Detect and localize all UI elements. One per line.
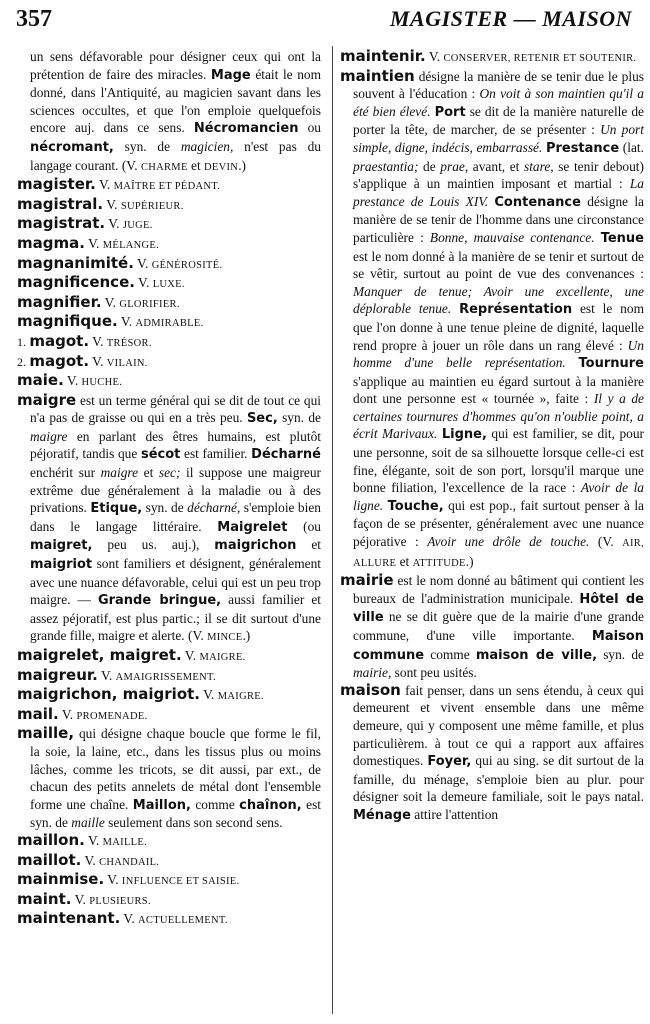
term: Foyer, xyxy=(427,754,472,770)
headword: magot. xyxy=(29,351,90,370)
entry-magistrat xyxy=(17,215,321,235)
term-italic: maigre xyxy=(30,428,68,444)
term: Etique, xyxy=(90,501,143,517)
see-marker: V. xyxy=(92,353,104,369)
example: Manquer de tenue; Avoir une excellente, une déplorable tenue. xyxy=(353,283,644,317)
headword: maison xyxy=(340,680,401,699)
entry-maillon xyxy=(17,832,321,852)
text: ou xyxy=(298,120,321,136)
cross-ref: MAÎTRE ET PÉDANT. xyxy=(113,181,221,193)
headword: maint. xyxy=(17,889,72,908)
example: Il y a de certaines tournures d'hommes qu'on n'oublie point, a écrit Marivaux. xyxy=(353,391,644,442)
cross-ref: CONSERVER, RETENIR ET SOUTENIR. xyxy=(443,53,637,64)
entry-continuation xyxy=(17,48,321,176)
text: .) xyxy=(465,553,474,569)
headword: mainmise. xyxy=(17,870,105,889)
text: (lat. xyxy=(619,139,644,155)
entry-maille xyxy=(17,725,321,832)
cross-ref: CHARME xyxy=(140,161,188,173)
text: désigne la manière de se tenir due le plus souvent à l'éducation : xyxy=(353,68,644,102)
term-italic: maille xyxy=(71,815,105,831)
text: syn. de xyxy=(142,500,188,516)
headword: maintien xyxy=(340,66,415,85)
headword: magot. xyxy=(29,331,90,350)
see-marker: V. xyxy=(184,648,197,663)
cross-ref: MÉLANGE. xyxy=(102,239,160,251)
term: Maigrelet xyxy=(217,519,288,535)
entry-maintenir xyxy=(340,48,644,68)
term: Port xyxy=(434,104,466,120)
cross-ref: DEVIN xyxy=(204,161,239,173)
text: .) xyxy=(242,628,251,644)
headword: magnificence. xyxy=(17,273,135,292)
see-marker: V. xyxy=(87,832,100,848)
text: il suppose une maigreur extrême due généralement à la maladie ou à des privations. xyxy=(30,465,322,516)
headword: magnifier. xyxy=(17,292,102,311)
text: et xyxy=(296,537,321,553)
entry-maigreur xyxy=(17,667,321,687)
example: Un port simple, digne, indécis, embarrassé. xyxy=(353,122,644,155)
term-italic: magicien, xyxy=(180,138,234,154)
example: Un homme d'une belle représentation. xyxy=(353,337,644,371)
cross-ref: MAILLE. xyxy=(102,836,148,848)
entry-magma xyxy=(17,235,321,255)
text: fait penser, dans un sens étendu, à ceux qui demeurent et vivent ensemble dans une même demeure, qui y composent une même famille, et plus particulièrem. à tout ce qui a rapport aux affaires domestiques. xyxy=(353,682,644,769)
term: Touche, xyxy=(387,498,444,514)
entry-mairie xyxy=(340,572,644,682)
text: est syn. de xyxy=(30,796,321,831)
text: syn. de xyxy=(113,138,181,154)
entry-magister xyxy=(17,176,321,196)
text: sont peu usités. xyxy=(391,665,477,681)
text: et xyxy=(138,465,159,481)
text: est un terme général qui se dit de tout ce qui n'a pas de graisse ou qui en a très peu. xyxy=(30,392,321,426)
see-marker: V. xyxy=(98,177,111,193)
text: enchérit sur xyxy=(30,465,101,481)
cross-ref: PLUSIEURS. xyxy=(89,895,151,907)
example: Avoir une drôle de touche. xyxy=(427,534,590,550)
text: qui est pop., fait surtout penser à la façon de se présenter, généralement avec une nuance péjorative : xyxy=(353,497,644,550)
headword: magistral. xyxy=(17,194,104,213)
text: aussi familier et assez péjoratif, est plus partic.; il se dit surtout d'une grande fille, maigre et alerte. (V. xyxy=(30,592,321,644)
term: maison de ville, xyxy=(475,647,598,663)
text: qui désigne chaque boucle que forme le fil, la soie, la laine, etc., dans les tissus plus ou moins lâches, comme les tricots, se dit aussi, par ext., de chacun des petits annelets de métal dont l'ensemble forme une chaîne. xyxy=(30,726,321,812)
term: Décharné xyxy=(251,447,321,463)
headword: maillot. xyxy=(17,850,82,869)
text: désigne la manière de se tenir de l'homme dans une circonstance particulière : xyxy=(353,193,644,245)
text: .) xyxy=(238,157,247,173)
text: est le nom que l'on donne à une tenue pleine de dignité, laquelle rend propre à jouer un rôle dans un rang élevé : xyxy=(353,301,644,353)
term: maigriot xyxy=(30,557,93,573)
cross-ref: HUCHE. xyxy=(81,377,123,389)
text: est le nom donné à la manière de se tenir et surtout de se vêtir, surtout au point de vue des convenances : xyxy=(353,248,644,282)
term: Prestance xyxy=(545,140,620,156)
term: Représentation xyxy=(459,302,573,318)
cross-ref: INFLUENCE ET SAISIE. xyxy=(121,876,240,888)
term: Tournure xyxy=(578,356,644,372)
entry-magot-1 xyxy=(17,333,321,353)
entry-maigre xyxy=(17,392,321,647)
left-column xyxy=(17,48,321,930)
cross-ref: PROMENADE. xyxy=(76,710,148,722)
see-marker: V. xyxy=(92,333,104,349)
term: Contenance xyxy=(494,194,581,210)
cross-ref: ATTITUDE xyxy=(412,557,466,569)
see-marker: V. xyxy=(120,314,133,330)
term: maigret, xyxy=(30,538,93,554)
text: seulement dans son second sens. xyxy=(104,815,283,831)
see-marker: V. xyxy=(203,687,215,703)
see-marker: V. xyxy=(84,852,96,868)
cross-ref: CHANDAIL. xyxy=(99,856,160,868)
term: Maison commune xyxy=(353,629,644,663)
cross-ref: SUPÉRIEUR. xyxy=(120,200,184,212)
sense-number: 2. xyxy=(17,354,26,369)
term-italic: mairie, xyxy=(353,665,392,681)
headword: maintenir. xyxy=(340,47,426,65)
see-marker: V. xyxy=(138,275,150,291)
cross-ref: AIR, ALLURE xyxy=(353,538,645,569)
see-marker: V. xyxy=(107,872,119,888)
entry-mail xyxy=(17,706,321,726)
text: syn. de xyxy=(277,410,321,426)
text: sont familiers et désignent, généralement avec une nuance défavorable, celui qui est un peu trop maigre. — xyxy=(30,556,321,608)
entry-mainmise xyxy=(17,871,321,891)
entry-maison xyxy=(340,682,644,825)
text: ne se dit guère que de la mairie d'une grande commune, d'une ville importante. xyxy=(353,609,644,643)
text: et xyxy=(187,157,205,173)
see-marker: V. xyxy=(106,196,118,212)
term: Tenue xyxy=(600,230,644,246)
entry-magistral xyxy=(17,196,321,216)
text: qui est familier, se dit, pour une personne, soit de sa silhouette lorsque celle-ci est fine, élégante, soit de son port, lorsqu'il marque une bonne filiation, l'excellence de la race : xyxy=(353,426,644,496)
page-header xyxy=(16,6,632,40)
see-marker: V. xyxy=(61,706,74,722)
right-column xyxy=(340,48,644,825)
term: Grande bringue, xyxy=(97,593,222,609)
term-italic: décharné, xyxy=(187,500,241,516)
text: (ou xyxy=(287,518,322,534)
entry-magnifique xyxy=(17,313,321,333)
term: Maillon, xyxy=(132,797,191,813)
term: Ligne, xyxy=(441,427,487,443)
page-number: 357 xyxy=(16,6,52,32)
cross-ref: TRÉSOR. xyxy=(106,337,152,349)
see-marker: V. xyxy=(123,911,135,927)
term: nécromant, xyxy=(30,139,114,155)
text: comme xyxy=(190,796,240,812)
running-head: MAGISTER — MAISON xyxy=(389,6,632,31)
entry-maintien xyxy=(340,68,644,573)
cross-ref: GÉNÉROSITÉ. xyxy=(151,259,223,271)
headword: maillon. xyxy=(17,830,85,849)
sense-number: 1. xyxy=(17,334,26,349)
term: Ménage xyxy=(353,807,411,823)
entry-magot-2 xyxy=(17,353,321,373)
headword: magister. xyxy=(17,175,96,194)
headword: maigreur. xyxy=(17,665,98,684)
column-divider xyxy=(332,46,333,1014)
cross-ref: VILAIN. xyxy=(106,357,148,369)
text: n'est pas du langage courant. (V. xyxy=(30,138,321,173)
entry-magnanimite xyxy=(17,255,321,275)
text: syn. de xyxy=(597,646,644,662)
headword: mail. xyxy=(17,704,59,723)
etymon: prae, xyxy=(440,158,469,174)
cross-ref: JUGE. xyxy=(122,220,153,232)
entry-maintenant xyxy=(17,910,321,930)
term: chaînon, xyxy=(239,797,302,813)
text xyxy=(566,355,579,370)
entry-magnificence xyxy=(17,274,321,294)
cross-ref: GLORIFIER. xyxy=(119,298,180,310)
see-marker: V. xyxy=(66,373,79,389)
text: en parlant des êtres humains, est plutôt péjoratif, tandis que xyxy=(30,428,321,462)
cross-ref: LUXE. xyxy=(152,279,185,291)
entry-maie xyxy=(17,372,321,392)
headword: magistrat. xyxy=(17,214,106,233)
text xyxy=(451,301,459,316)
etymon: praestantia; xyxy=(353,158,419,174)
headword: maigrichon, maigriot. xyxy=(17,685,200,704)
term: Sec, xyxy=(246,411,278,427)
headword: maigrelet, maigret. xyxy=(17,646,182,664)
entry-maint xyxy=(17,891,321,911)
term: maigrichon xyxy=(214,538,297,554)
text: comme xyxy=(424,646,476,662)
entry-maigrichon xyxy=(17,686,321,706)
term: Nécromancien xyxy=(193,121,299,137)
see-marker: V. xyxy=(108,216,120,232)
entry-maillot xyxy=(17,852,321,872)
term: Mage xyxy=(210,67,251,83)
example: Avoir de la ligne. xyxy=(353,480,644,513)
text: est familier. xyxy=(180,446,252,462)
entry-magnifier xyxy=(17,294,321,314)
headword: magnifique. xyxy=(17,312,118,331)
text: s'emploie bien dans le langage littéraire. xyxy=(30,500,321,534)
cross-ref: ACTUELLEMENT. xyxy=(138,915,228,927)
text: attire l'attention xyxy=(410,806,499,822)
text: est le nom donné au bâtiment qui contient les bureaux de l'administration municipale. xyxy=(353,573,644,606)
cross-ref: AMAIGRISSEMENT. xyxy=(115,671,216,683)
see-marker: V. xyxy=(104,294,116,310)
see-marker: V. xyxy=(428,49,441,64)
example: La prestance de Louis XIV. xyxy=(353,176,644,209)
see-marker: V. xyxy=(137,255,149,271)
term: sécot xyxy=(140,447,181,463)
example: Bonne, mauvaise contenance. xyxy=(429,229,595,245)
etymon: stare, xyxy=(523,158,554,174)
term-italic: sec; xyxy=(158,465,181,481)
text: s'applique au maintien eu égard surtout à la manière dont une personne est « tournée », faite : xyxy=(353,373,644,407)
term: Hôtel de ville xyxy=(353,591,644,626)
cross-ref: MAIGRE. xyxy=(199,652,246,663)
cross-ref: MAIGRE. xyxy=(217,691,264,703)
text: un sens défavorable pour désigner ceux qui ont la prétention de faire des miracles. xyxy=(30,49,321,82)
example: On voit à son maintien qu'il a été bien élevé. xyxy=(353,86,644,119)
cross-ref: ADMIRABLE. xyxy=(135,318,204,330)
headword: magma. xyxy=(17,233,85,252)
text: avant, et xyxy=(468,158,524,174)
text: et xyxy=(396,553,413,569)
text: était le nom donné, dans l'Antiquité, au magicien savant dans les sciences occultes, et que l'on emploie quelquefois encore auj. dans ce sens. xyxy=(30,66,322,136)
text: peu us. auj.), xyxy=(92,537,215,553)
entry-maigrelet xyxy=(17,647,321,667)
headword: mairie xyxy=(340,571,394,590)
text: (V. xyxy=(589,534,623,550)
see-marker: V. xyxy=(88,235,100,251)
headword: maintenant. xyxy=(17,909,121,928)
cross-ref: MINCE xyxy=(207,632,243,644)
text: de xyxy=(418,158,441,174)
see-marker: V. xyxy=(74,891,86,907)
see-marker: V. xyxy=(100,667,113,683)
text: se dit de la manière naturelle de porter la tête, de marcher, de se présenter : xyxy=(353,103,644,138)
headword: maigre xyxy=(17,390,77,409)
headword: magnanimité. xyxy=(17,253,134,272)
text: se tenir debout) s'applique à un maintien imposant et martial : xyxy=(353,158,644,192)
term-italic: maigre xyxy=(100,465,139,481)
text: qui au sing. se dit surtout de la famille, du ménage, s'emploie bien au plur. pour désigner soit la demeure familiale, soit le pays natal. xyxy=(353,753,644,805)
headword: maie. xyxy=(17,371,64,390)
headword: maille, xyxy=(17,724,75,743)
